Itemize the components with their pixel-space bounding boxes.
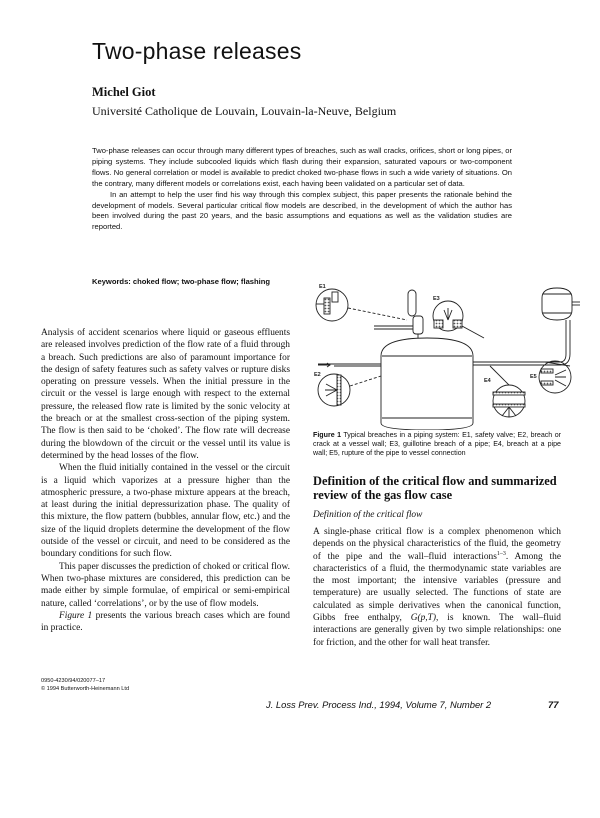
body-paragraph: When the fluid initially contained in the vessel or the circuit is a liquid which vaporizes at a pressure higher than the atmospheric pressure, a two-phase mixture appears at the breach, at least during the initial depressurization phase. The quality of this mixture, the flow pattern (bubbles, annular flow, etc.) and the size of the liquid droplets determine the development of the flow outside of the vessel or circuit, and need to be considered as the boundary conditions for such flow. — [41, 463, 290, 560]
figure-reference-text: presents the various breach cases which are found in practice. — [41, 610, 290, 634]
article-title: Two-phase releases — [92, 38, 302, 64]
body-paragraph — [313, 526, 561, 649]
main-vessel — [381, 338, 473, 430]
copyright: © 1994 Butterworth-Heinemann Ltd — [41, 685, 130, 692]
caption-text: Typical breaches in a piping system: E1, safety valve; E2, breach or crack at a vessel wall; E3, guillotine breach of a pipe; E4, breach at a pipe wall; E5, rupture of the pipe to vessel connection — [313, 431, 561, 458]
issn: 0950-4230/94/020077–17 — [41, 678, 106, 684]
publication-info — [41, 678, 129, 693]
caption-label: Figure 1 — [313, 431, 342, 439]
subsection-heading: Definition of the critical flow — [313, 510, 423, 520]
abstract-paragraph: In an attempt to help the user find his way through this complex subject, this paper presents the rationale behind the development of models. Several particular critical flow models are described, in the development of which the author has been involved during the past 20 years, and the basic assumptions and equations as well as the validation studies are reported. — [92, 189, 512, 232]
section-heading: Definition of the critical flow and summarized review of the gas flow case — [313, 474, 557, 502]
label-e5: E5 — [530, 374, 537, 380]
body-paragraph — [41, 610, 290, 635]
figure-reference: Figure 1 — [59, 610, 93, 621]
journal-citation: J. Loss Prev. Process Ind., 1994, Volume 7, Number 2 — [266, 699, 492, 710]
body-text: A single-phase critical flow is a complex phenomenon which depends on the physical characteristics of the fluid, the geometry of the pipe and the wall–fluid interactions — [313, 527, 561, 562]
body-text: , is known. The wall–fluid interactions are generally given by two simple relationships: one for friction, and the other for wall heat transfer. — [313, 613, 561, 648]
figure-caption — [313, 431, 561, 459]
author-name: Michel Giot — [92, 85, 156, 99]
author-affiliation: Université Catholique de Louvain, Louvain-la-Neuve, Belgium — [92, 104, 397, 118]
abstract-paragraph: Two-phase releases can occur through many different types of breaches, such as wall cracks, orifices, short or long pipes, or piping systems. They include subcooled liquids which flash during their expansion, saturated vapours or two-component flows. No general correlation or model is available to predict choked two-phase flows in such a wide variety of situations. On the contrary, many different models or correlations exist, each having been validated on a particular set of data. — [92, 146, 512, 188]
label-e2: E2 — [314, 372, 321, 378]
formula: G(p,T) — [410, 613, 436, 624]
page-number: 77 — [548, 699, 559, 710]
label-e1: E1 — [319, 284, 326, 290]
label-e3: E3 — [433, 296, 440, 302]
label-e4: E4 — [484, 378, 491, 384]
body-paragraph: This paper discusses the prediction of choked or critical flow. When two-phase mixtures are considered, this prediction can be made either by simple formulae, of empirical or semi-empirical nature, called ‘correlations’, or by the use of flow models. — [41, 561, 290, 609]
body-paragraph: Analysis of accident scenarios where liquid or gaseous effluents are released involves prediction of the flow rate of a fluid through a breach. Such predictions are also of paramount importance for the design of safety features such as safety valves or rupture disks operating on pressure vessels. When the initial pressure in the circuit or the vessel is large enough with respect to the external pressure, the released flow rate is limited by the sonic velocity at the breach or at the smallest cross-section of the piping system. The flow is then said to be ‘choked’. The flow rate will decrease during the blowdown of the circuit or the vessel until its value is determined by the head losses of the flow. — [41, 328, 290, 461]
citation-reference: 1–3 — [496, 550, 506, 557]
left-column — [41, 327, 290, 634]
keywords: Keywords: choked flow; two-phase flow; flashing — [92, 277, 271, 286]
abstract — [92, 146, 512, 233]
figure-1-piping-diagram — [312, 280, 582, 430]
right-column — [313, 526, 561, 649]
body-text: . Among the characteristics of a fluid, the thermodynamic state variables are the most important; the intensive variables (pressure and temperature) are usually selected. The functions of state are calculated as simple derivatives when the canonical function, Gibbs free enthalpy, — [313, 551, 561, 624]
